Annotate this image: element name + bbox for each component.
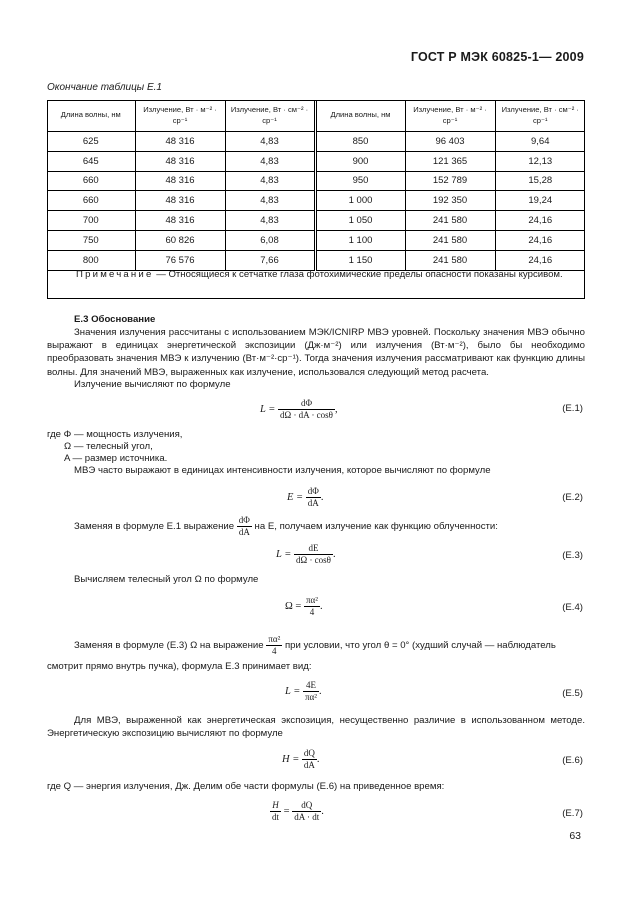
note-text: — Относящиеся к сетчатке глаза фотохимические пределы опасности показаны курсивом. — [153, 269, 563, 280]
cell: 48 316 — [135, 171, 225, 191]
cell: 241 580 — [405, 250, 495, 270]
cell: 950 — [315, 171, 405, 191]
cell: 19,24 — [495, 191, 585, 211]
equation-number: (Е.1) — [562, 403, 583, 414]
cell: 48 316 — [135, 211, 225, 231]
cell: 4,83 — [225, 191, 315, 211]
paragraph-4: Заменяя в формуле Е.1 выражение $\frac{d\Phi}{dA}$ на E, получаем излучение как функцию облученности: — [74, 515, 498, 537]
paragraph-6: Заменяя в формуле (Е.3) Ω на выражение $\frac{\text{πα²}}{4}$ при условии, что угол θ = 0° (худший случай — наблюдатель — [74, 634, 556, 656]
paragraph-2: Излучение вычисляют по формуле — [74, 379, 231, 390]
equation-number: (Е.2) — [562, 492, 583, 503]
cell: 750 — [82, 234, 99, 246]
col-header: Излучение, Вт · м⁻² · ср⁻¹ — [135, 100, 225, 132]
cell: 76 576 — [135, 250, 225, 270]
col-header: Излучение, Вт · см⁻² · ср⁻¹ — [225, 100, 315, 132]
cell: 4,83 — [225, 211, 315, 231]
cell: 241 580 — [405, 211, 495, 231]
cell: 660 — [82, 175, 99, 187]
cell: 1 100 — [315, 230, 405, 250]
cell: 700 — [82, 215, 99, 227]
cell: 48 316 — [135, 151, 225, 171]
paragraph-3: МВЭ часто выражают в единицах интенсивности излучения, которое вычисляют по формуле — [74, 465, 491, 476]
cell: 1 050 — [315, 211, 405, 231]
table-note — [47, 264, 585, 298]
equation-number: (Е.7) — [562, 808, 583, 819]
col-header: Излучение, Вт · м⁻² · ср⁻¹ — [405, 100, 495, 132]
where-3: A — размер источника. — [64, 453, 168, 464]
cell: 1 000 — [315, 191, 405, 211]
page-number: 63 — [569, 830, 581, 842]
cell: 660 — [82, 195, 99, 207]
paragraph-1: Значения излучения рассчитаны с использованием МЭК/ICNIRP МВЭ уровней. Поскольку значения МВЭ обычно выражают в единицах энергетической экспозиции (Дж·м⁻²) или излучения (Вт·м⁻²), было бы необходимо преобразовать значения МВЭ к излучению (Вт·м⁻²·ср⁻¹). Тогда значения излучения рассматривают как функцию длины волны. Для значений МВЭ, выраженных как излучение, использовался следующий метод расчета. — [47, 327, 585, 378]
equation-e4: Ω = $\frac{\text{πα²}}{4}$ . — [285, 595, 323, 617]
equation-e6: H = $\frac{dQ}{dA}$ . — [282, 748, 320, 770]
cell: 15,28 — [495, 171, 585, 191]
cell: 192 350 — [405, 191, 495, 211]
col-header: Длина волны, нм — [315, 100, 405, 132]
col-header: Излучение, Вт · см⁻² · ср⁻¹ — [495, 100, 585, 132]
cell: 48 316 — [135, 132, 225, 152]
where-1: где Φ — мощность излучения, — [47, 429, 183, 440]
section-title: Е.3 Обоснование — [74, 314, 156, 325]
cell: 12,13 — [495, 151, 585, 171]
cell: 625 — [82, 135, 99, 147]
equation-e1: L = $\frac{d\Phi}{d\Omega \cdot dA \cdot \cos\theta}$ , — [260, 398, 338, 420]
equation-number: (Е.5) — [562, 688, 583, 699]
equation-e3: L = $\frac{dE}{d\Omega \cdot \cos\theta}$ . — [276, 543, 336, 565]
cell: 48 316 — [135, 191, 225, 211]
cell: 4,83 — [225, 171, 315, 191]
equation-number: (Е.6) — [562, 755, 583, 766]
where-2: Ω — телесный угол, — [64, 441, 153, 452]
cell: 900 — [315, 151, 405, 171]
cell: 241 580 — [405, 230, 495, 250]
cell: 121 365 — [405, 151, 495, 171]
equation-e7: $\frac{H}{dt}$ = $\frac{dQ}{dA \cdot dt}$ . — [272, 800, 324, 822]
paragraph-7: Для МВЭ, выраженной как энергетическая экспозиция, несущественно различие в использованном методе. Энергетическую экспозицию вычисляют по формуле — [47, 715, 585, 740]
cell: 9,64 — [495, 132, 585, 152]
cell: 4,83 — [225, 132, 315, 152]
cell: 24,16 — [495, 250, 585, 270]
cell: 4,83 — [225, 151, 315, 171]
cell: 24,16 — [495, 211, 585, 231]
table-caption: Окончание таблицы Е.1 — [47, 82, 162, 93]
cell: 800 — [82, 254, 99, 266]
equation-e5: L = $\frac{4E}{\text{πα²}}$ . — [285, 680, 322, 702]
cell: 6,08 — [225, 230, 315, 250]
paragraph-8: где Q — энергия излучения, Дж. Делим обе части формулы (Е.6) на приведенное время: — [47, 781, 445, 792]
document-header: ГОСТ Р МЭК 60825-1— 2009 — [410, 50, 584, 64]
paragraph-6-cont: смотрит прямо внутрь пучка), формула Е.3 принимает вид: — [47, 661, 312, 672]
cell: 152 789 — [405, 171, 495, 191]
cell: 60 826 — [135, 230, 225, 250]
equation-number: (Е.4) — [562, 602, 583, 613]
cell: 24,16 — [495, 230, 585, 250]
equation-e2: E = $\frac{d\Phi}{dA}$ . — [287, 486, 324, 508]
cell: 7,66 — [225, 250, 315, 270]
cell: 645 — [82, 155, 99, 167]
note-label: Примечание — [76, 269, 154, 280]
cell: 96 403 — [405, 132, 495, 152]
paragraph-5: Вычисляем телесный угол Ω по формуле — [74, 574, 259, 585]
equation-number: (Е.3) — [562, 550, 583, 561]
cell: 850 — [315, 132, 405, 152]
col-header: Длина волны, нм — [47, 100, 135, 132]
cell: 1 150 — [315, 250, 405, 270]
